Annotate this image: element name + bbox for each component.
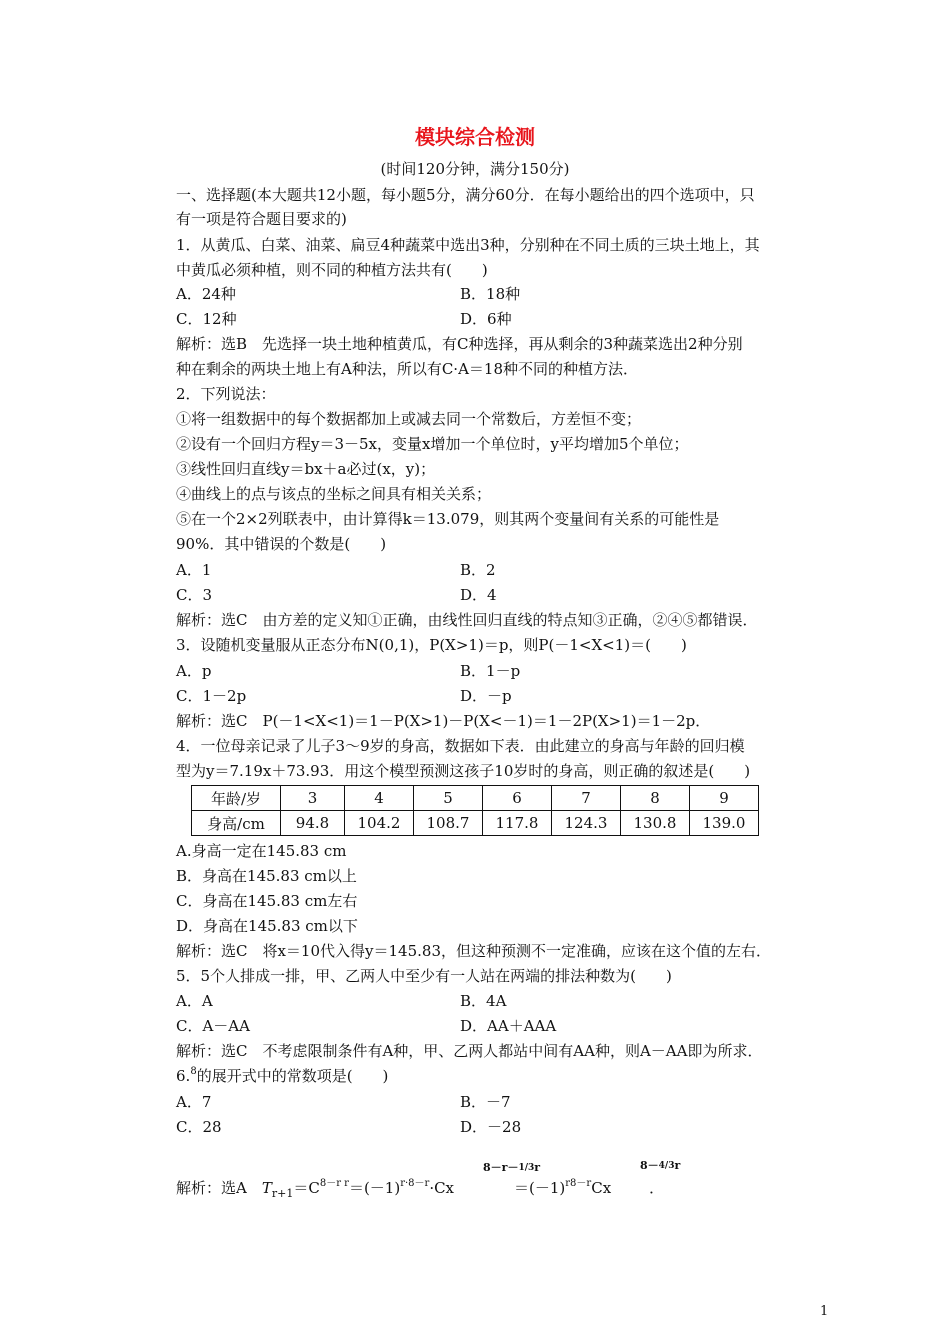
q2-statement-5: ⑤在一个2×2列联表中，由计算得k＝13.079，则其两个变量间有关系的可能性是 (176, 510, 720, 528)
q1-stem-line1: 1．从黄瓜、白菜、油菜、扁豆4种蔬菜中选出3种，分别种在不同土质的三块土地上，其 (176, 236, 760, 254)
q2-option-b: B．2 (460, 561, 496, 579)
q2-option-a: A．1 (176, 561, 212, 579)
table-cell: 108.7 (414, 811, 483, 836)
q5-option-c: C．A－AA (176, 1017, 250, 1035)
q6-solution (176, 1178, 664, 1201)
q1-option-b: B．18种 (460, 285, 521, 303)
q6-formula-superscript: 8－r r (319, 1178, 349, 1189)
q4-option-a: A.身高一定在145.83 cm (176, 842, 347, 860)
section-instructions-line2: 有一项是符合题目要求的) (176, 210, 347, 228)
q2-statement-4: ④曲线上的点与该点的坐标之间具有相关关系； (176, 485, 492, 503)
q1-option-c: C．12种 (176, 310, 237, 328)
table-row (192, 786, 759, 811)
q1-option-a: A．24种 (176, 285, 236, 303)
q6-formula-dot: · (404, 1178, 409, 1189)
q6-formula-part: ·Cx (429, 1179, 455, 1197)
q3-option-d: D．－p (460, 687, 512, 705)
q6-option-c: C．28 (176, 1118, 222, 1136)
table-cell: 104.2 (345, 811, 414, 836)
table-row (192, 811, 759, 836)
q2-option-c: C．3 (176, 586, 213, 604)
q6-option-d: D．－28 (460, 1118, 522, 1136)
height-age-table (191, 785, 759, 836)
table-cell: 6 (483, 786, 552, 811)
q6-formula-part: ＝(－1) (348, 1179, 401, 1197)
page-number: 1 (820, 1304, 829, 1319)
q4-option-d: D．身高在145.83 cm以下 (176, 917, 358, 935)
q4-stem-line2: 型为y＝7.19x＋73.93．用这个模型预测这孩子10岁时的身高，则正确的叙述是( ) (176, 762, 751, 780)
table-cell: 124.3 (552, 811, 621, 836)
q5-stem: 5．5个人排成一排，甲、乙两人中至少有一人站在两端的排法种数为( ) (176, 967, 672, 985)
q4-stem-line1: 4．一位母亲记录了儿子3～9岁的身高，数据如下表．由此建立的身高与年龄的回归模 (176, 737, 745, 755)
q1-solution-line2: 种在剩余的两块土地上有A种法，所以有C·A＝18种不同的种植方法． (176, 360, 638, 378)
q6-exponent-2 (640, 1160, 680, 1172)
q1-stem-line2: 中黄瓜必须种植，则不同的种植方法共有( ) (176, 261, 488, 279)
table-cell: 94.8 (281, 811, 345, 836)
table-cell: 130.8 (621, 811, 690, 836)
q5-option-d: D．AA＋AAA (460, 1017, 557, 1035)
q6-stem (176, 1066, 388, 1089)
q6-exponent: 8 (190, 1066, 197, 1077)
q6-exponent-fraction: 1/3 (518, 1162, 535, 1173)
document-title: 模块综合检测 (415, 125, 535, 149)
table-cell: 8 (621, 786, 690, 811)
table-header-height: 身高/cm (192, 811, 281, 836)
q2-stem-continued: 90%．其中错误的个数是( ) (176, 535, 387, 553)
q1-option-d: D．6种 (460, 310, 512, 328)
q6-solution-label: 解析：选A (176, 1179, 262, 1197)
q3-solution: 解析：选C P(－1<X<1)＝1－P(X>1)－P(X<－1)＝1－2P(X>1)＝1－2p． (176, 712, 711, 730)
q4-solution: 解析：选C 将x＝10代入得y＝145.83，但这种预测不一定准确，应该在这个值的左右． (176, 942, 771, 960)
q6-formula-part: ＝(－1) (514, 1179, 566, 1197)
q2-stem: 2．下列说法： (176, 385, 276, 403)
q6-exponent-text: 8－ (640, 1159, 659, 1172)
q3-option-a: A．p (176, 662, 212, 680)
q2-solution: 解析：选C 由方差的定义知①正确，由线性回归直线的特点知③正确，②④⑤都错误． (176, 611, 758, 629)
q1-solution-line1: 解析：选B 先选择一块土地种植黄瓜，有C种选择，再从剩余的3种蔬菜选出2种分别 (176, 335, 743, 353)
q3-stem: 3．设随机变量服从正态分布N(0,1)，P(X>1)＝p，则P(－1<X<1)＝( ) (176, 636, 687, 654)
q6-formula-part: Cx (591, 1179, 612, 1197)
q6-formula-end: ． (649, 1179, 665, 1197)
table-cell: 9 (690, 786, 759, 811)
table-cell: 7 (552, 786, 621, 811)
q4-option-b: B．身高在145.83 cm以上 (176, 867, 357, 885)
table-cell: 3 (281, 786, 345, 811)
q2-statement-3: ③线性回归直线y＝bx＋a必过(x，y)； (176, 460, 436, 478)
q3-option-b: B．1－p (460, 662, 521, 680)
table-cell: 4 (345, 786, 414, 811)
q6-formula-superscript: r (400, 1178, 405, 1189)
table-header-age: 年龄/岁 (192, 786, 281, 811)
q4-option-c: C．身高在145.83 cm左右 (176, 892, 358, 910)
q6-exponent-fraction: 4/3 (658, 1160, 675, 1171)
q2-statement-1: ①将一组数据中的每个数据都加上或减去同一个常数后，方差恒不变； (176, 410, 642, 428)
q6-formula-superscript: r8－r (565, 1178, 592, 1189)
q5-solution: 解析：选C 不考虑限制条件有A种，甲、乙两人都站中间有AA种，则A－AA即为所求． (176, 1042, 763, 1060)
q6-formula-part: ＝C (293, 1179, 320, 1197)
table-cell: 117.8 (483, 811, 552, 836)
table-cell: 5 (414, 786, 483, 811)
q6-term-subscript: r+1 (271, 1187, 294, 1200)
q2-statement-2: ②设有一个回归方程y＝3－5x，变量x增加一个单位时，y平均增加5个单位； (176, 435, 689, 453)
q6-option-b: B．－7 (460, 1093, 511, 1111)
q6-stem-text: 的展开式中的常数项是( ) (196, 1067, 389, 1085)
q6-exponent-text: r (674, 1159, 681, 1172)
section-instructions-line1: 一、选择题(本大题共12小题，每小题5分，满分60分．在每小题给出的四个选项中，只 (176, 186, 755, 204)
q6-option-a: A．7 (176, 1093, 212, 1111)
q6-term-symbol: T (261, 1179, 272, 1197)
q6-formula-superscript: 8－r (408, 1178, 430, 1189)
table-cell: 139.0 (690, 811, 759, 836)
q6-exponent-1 (483, 1162, 540, 1174)
document-subtitle: (时间120分钟，满分150分) (380, 160, 570, 178)
q6-exponent-text: 8－r－ (483, 1161, 519, 1174)
q6-exponent-text: r (534, 1161, 541, 1174)
q6-number: 6. (176, 1067, 191, 1085)
q5-option-a: A．A (176, 992, 213, 1010)
q3-option-c: C．1－2p (176, 687, 247, 705)
q2-option-d: D．4 (460, 586, 497, 604)
q5-option-b: B．4A (460, 992, 507, 1010)
